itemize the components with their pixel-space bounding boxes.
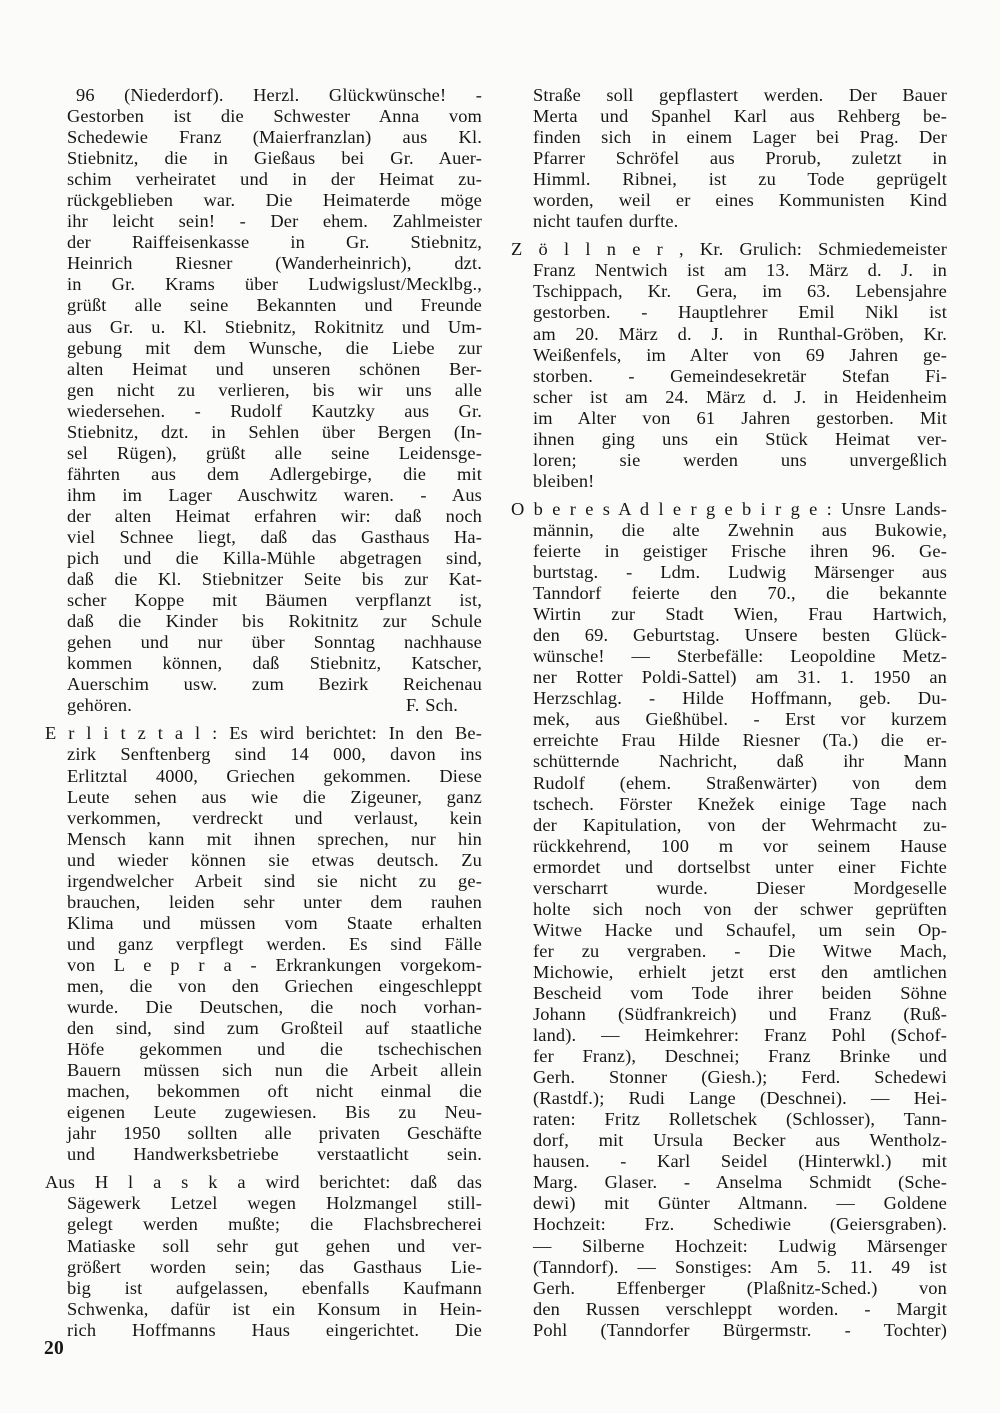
text-line: gestorben. - Hauptlehrer Emil Nikl ist xyxy=(533,302,947,323)
text-line: E r l i t z t a l : Es wird berichtet: In den Be- xyxy=(45,723,482,744)
text-line: Z ö l l n e r , Kr. Grulich: Schmiedemeister xyxy=(511,239,947,260)
text-line: Bescheid vom Tode ihrer beiden Söhne xyxy=(533,982,947,1003)
text-line: Bauern müssen sich nun die Arbeit allein xyxy=(67,1060,482,1081)
text-line: Stiebnitz, dzt. in Sehlen über Bergen (In- xyxy=(67,421,482,442)
text-line: fer zu vergraben. - Die Witwe Mach, xyxy=(533,940,947,961)
text-column-left xyxy=(45,85,482,1341)
text-line: ermordet und dortselbst unter einer Fichte xyxy=(533,856,947,877)
text-line: Auerschim usw. zum Bezirk Reichenau xyxy=(67,674,482,695)
text-line: Marg. Glaser. - Anselma Schmidt (Sche- xyxy=(533,1172,947,1193)
page-number: 20 xyxy=(44,1338,65,1359)
text-line: in Gr. Krams über Ludwigslust/Mecklbg., xyxy=(67,274,482,295)
text-line: storben. - Gemeindesekretär Stefan Fi- xyxy=(533,365,947,386)
text-line: wiedersehen. - Rudolf Kautzky aus Gr. xyxy=(67,400,482,421)
text-line: Tschippach, Kr. Gera, im 63. Lebensjahre xyxy=(533,281,947,302)
text-line: kommen können, daß Stiebnitz, Katscher, xyxy=(67,653,482,674)
text-line: im Alter von 61 Jahren gestorben. Mit xyxy=(533,407,947,428)
text-line: der alten Heimat erfahren wir: daß noch xyxy=(67,505,482,526)
text-line: sel Rügen), grüßt alle seine Leidensge- xyxy=(67,442,482,463)
text-line: big ist aufgelassen, ebenfalls Kaufmann xyxy=(67,1277,482,1298)
text-line: Gerh. Stonner (Giesh.); Ferd. Schedewi xyxy=(533,1067,947,1088)
text-line: jahr 1950 sollten alle privaten Geschäfte xyxy=(67,1123,482,1144)
text-line: gen nicht zu verlieren, bis wir uns alle xyxy=(67,379,482,400)
text-line: brauchen, leiden sehr unter dem rauhen xyxy=(67,891,482,912)
text-line-left: gehören. xyxy=(67,695,133,716)
paragraph xyxy=(45,1172,482,1340)
text-line: und Handwerksbetriebe verstaatlicht sein. xyxy=(67,1144,482,1165)
text-line: rückkehrend, 100 m vor seinem Hause xyxy=(533,835,947,856)
paragraph xyxy=(511,499,947,1341)
text-line: Rudolf (ehem. Straßenwärter) von dem xyxy=(533,772,947,793)
text-line: tschech. Förster Knežek einige Tage nach xyxy=(533,793,947,814)
text-line: und wieder können sie etwas deutsch. Zu xyxy=(67,849,482,870)
text-line: den 69. Geburtstag. Unsere besten Glück- xyxy=(533,625,947,646)
text-line: verscharrt wurde. Dieser Mordgeselle xyxy=(533,877,947,898)
text-line: irgendwelcher Arbeit sind sie nicht zu ge- xyxy=(67,870,482,891)
text-line: hausen. - Karl Seidel (Hinterwkl.) mit xyxy=(533,1151,947,1172)
text-line: ihr leicht sein! - Der ehem. Zahlmeister xyxy=(67,211,482,232)
text-line: Matiaske soll sehr gut gehen und ver- xyxy=(67,1235,482,1256)
text-line: Aus H l a s k a wird berichtet: daß das xyxy=(45,1172,482,1193)
text-line: daß die Kinder bis Rokitnitz zur Schule xyxy=(67,611,482,632)
author-initials: F. Sch. xyxy=(405,695,458,716)
text-line: feierte in geistiger Frische ihren 96. Ge- xyxy=(533,540,947,561)
text-line: zirk Senftenberg sind 14 000, davon ins xyxy=(67,744,482,765)
text-line: — Silberne Hochzeit: Ludwig Märsenger xyxy=(533,1235,947,1256)
text-line: Himml. Ribnei, ist zu Tode geprügelt xyxy=(533,169,947,190)
text-line: Gestorben ist die Schwester Anna vom xyxy=(67,106,482,127)
text-line: wurde. Die Deutschen, die noch vorhan- xyxy=(67,997,482,1018)
text-line: Hochzeit: Frz. Schediwie (Geiersgraben). xyxy=(533,1214,947,1235)
text-line: burtstag. - Ldm. Ludwig Märsenger aus xyxy=(533,562,947,583)
paragraph xyxy=(45,723,482,1165)
text-line: ihm im Lager Auschwitz waren. - Aus xyxy=(67,484,482,505)
text-line: gelegt werden mußte; die Flachsbrecherei xyxy=(67,1214,482,1235)
text-line: grüßt alle seine Bekannten und Freunde xyxy=(67,295,482,316)
text-line: bleiben! xyxy=(533,470,595,491)
text-line: gehen und nur über Sonntag nachhause xyxy=(67,632,482,653)
text-line: schütternde Nachricht, daß ihr Mann xyxy=(533,751,947,772)
text-line: Schedewie Franz (Maierfranzlan) aus Kl. xyxy=(67,127,482,148)
text-line: Witwe Hacke und Schaufel, um sein Op- xyxy=(533,919,947,940)
text-line: gebung mit dem Wunsche, die Liebe zur xyxy=(67,337,482,358)
text-line: worden, weil er eines Kommunisten Kind xyxy=(533,190,947,211)
text-line: fährten aus dem Adlergebirge, die mit xyxy=(67,463,482,484)
text-line: wünsche! — Sterbefälle: Leopoldine Metz- xyxy=(533,646,947,667)
text-line: viel Schnee liegt, daß das Gasthaus Ha- xyxy=(67,526,482,547)
text-line: den Russen verschleppt worden. - Margit xyxy=(533,1298,947,1319)
text-line: männin, die alte Zwehnin aus Bukowie, xyxy=(533,519,947,540)
text-line: Gerh. Effenberger (Plaßnitz-Sched.) von xyxy=(533,1277,947,1298)
text-line: Johann (Südfrankreich) und Franz (Ruß- xyxy=(533,1004,947,1025)
text-line: men, die von den Griechen eingeschleppt xyxy=(67,975,482,996)
text-line: am 20. März d. J. in Runthal-Gröben, Kr. xyxy=(533,323,947,344)
text-line: schim verheiratet und in der Heimat zu- xyxy=(67,169,482,190)
text-line: 96 (Niederdorf). Herzl. Glückwünsche! - xyxy=(76,85,482,105)
text-line: von L e p r a - Erkrankungen vorgekom- xyxy=(67,954,482,975)
text-line: daß die Kl. Stiebnitzer Seite bis zur Kat- xyxy=(67,569,482,590)
text-line: Tanndorf feierte den 70., die bekannte xyxy=(533,583,947,604)
text-line: Leute sehen aus wie die Zigeuner, ganz xyxy=(67,786,482,807)
text-line: fer Franz), Deschnei; Franz Brinke und xyxy=(533,1046,947,1067)
text-line: Merta und Spanhel Karl aus Rehberg be- xyxy=(533,106,947,127)
text-line: ner Rotter Poldi-Sattel) am 31. 1. 1950 an xyxy=(533,667,947,688)
text-line: nicht taufen durfte. xyxy=(533,211,679,232)
text-line: Höfe gekommen und die tschechischen xyxy=(67,1039,482,1060)
text-line: rückgeblieben war. Die Heimaterde möge xyxy=(67,190,482,211)
text-line: aus Gr. u. Kl. Stiebnitz, Rokitnitz und Um- xyxy=(67,316,482,337)
text-line: erreichte Frau Hilde Riesner (Ta.) die er- xyxy=(533,730,947,751)
text-line: den sind, sind zum Großteil auf staatliche xyxy=(67,1018,482,1039)
text-line: ihnen ging uns ein Stück Heimat ver- xyxy=(533,428,947,449)
text-line: loren; sie werden uns unvergeßlich xyxy=(533,449,947,470)
text-line: Stiebnitz, die in Gießaus bei Gr. Auer- xyxy=(67,148,482,169)
text-line: raten: Fritz Rolletschek (Schlosser), Tann- xyxy=(533,1109,947,1130)
text-line: Klima und müssen vom Staate erhalten xyxy=(67,912,482,933)
paragraph xyxy=(511,85,947,232)
text-line: machen, bekommen oft nicht einmal die xyxy=(67,1081,482,1102)
text-line: dorf, mit Ursula Becker aus Wentholz- xyxy=(533,1130,947,1151)
paragraph xyxy=(511,239,947,492)
text-line: alten Heimat und unseren schönen Ber- xyxy=(67,358,482,379)
text-line: Michowie, erhielt jetzt erst den amtlichen xyxy=(533,961,947,982)
text-line: scher ist am 24. März d. J. in Heidenheim xyxy=(533,386,947,407)
text-line: holte sich noch von der schwer geprüften xyxy=(533,898,947,919)
text-line: finden sich in einem Lager bei Prag. Der xyxy=(533,127,947,148)
paragraph xyxy=(45,85,482,716)
text-line: der Kapitulation, von der Wehrmacht zu- xyxy=(533,814,947,835)
text-line: Erlitztal 4000, Griechen gekommen. Diese xyxy=(67,765,482,786)
text-line: O b e r e s A d l e r g e b i r g e : Unsre Lands- xyxy=(511,498,947,519)
text-line: rich Hoffmanns Haus eingerichtet. Die xyxy=(67,1319,482,1340)
text-line: Straße soll gepflastert werden. Der Bauer xyxy=(533,85,947,105)
text-line: eigenen Leute zugewiesen. Bis zu Neu- xyxy=(67,1102,482,1123)
text-line: Heinrich Riesner (Wanderheinrich), dzt. xyxy=(67,253,482,274)
text-line: Weißenfels, im Alter von 69 Jahren ge- xyxy=(533,344,947,365)
text-line: Sägewerk Letzel wegen Holzmangel still- xyxy=(67,1193,482,1214)
text-line: Pohl (Tanndorfer Bürgermstr. - Tochter) xyxy=(533,1319,947,1340)
text-line: Herzschlag. - Hilde Hoffmann, geb. Du- xyxy=(533,688,947,709)
text-line: größert worden sein; das Gasthaus Lie- xyxy=(67,1256,482,1277)
text-line: und ganz verpflegt werden. Es sind Fälle xyxy=(67,933,482,954)
text-line: Franz Nentwich ist am 13. März d. J. in xyxy=(533,260,947,281)
text-line: Wirtin zur Stadt Wien, Frau Hartwich, xyxy=(533,604,947,625)
text-line: Mensch kann mit ihnen sprechen, nur hin xyxy=(67,828,482,849)
text-line: (Rastdf.); Rudi Lange (Deschnei). — Hei- xyxy=(533,1088,947,1109)
text-line: scher Koppe mit Bäumen verpflanzt ist, xyxy=(67,590,482,611)
text-line: verkommen, verdreckt und verlaust, kein xyxy=(67,807,482,828)
text-line: Pfarrer Schröfel aus Prorub, zuletzt in xyxy=(533,148,947,169)
text-line: Schwenka, dafür ist ein Konsum in Hein- xyxy=(67,1298,482,1319)
text-line: dewi) mit Günter Altmann. — Goldene xyxy=(533,1193,947,1214)
text-line: (Tanndorf). — Sonstiges: Am 5. 11. 49 ist xyxy=(533,1256,947,1277)
text-line: pich und die Killa-Mühle abgetragen sind, xyxy=(67,548,482,569)
text-line: der Raiffeisenkasse in Gr. Stiebnitz, xyxy=(67,232,482,253)
text-line: land). — Heimkehrer: Franz Pohl (Schof- xyxy=(533,1025,947,1046)
text-line xyxy=(67,695,482,716)
text-line: mek, aus Gießhübel. - Erst vor kurzem xyxy=(533,709,947,730)
text-column-right xyxy=(511,85,947,1341)
